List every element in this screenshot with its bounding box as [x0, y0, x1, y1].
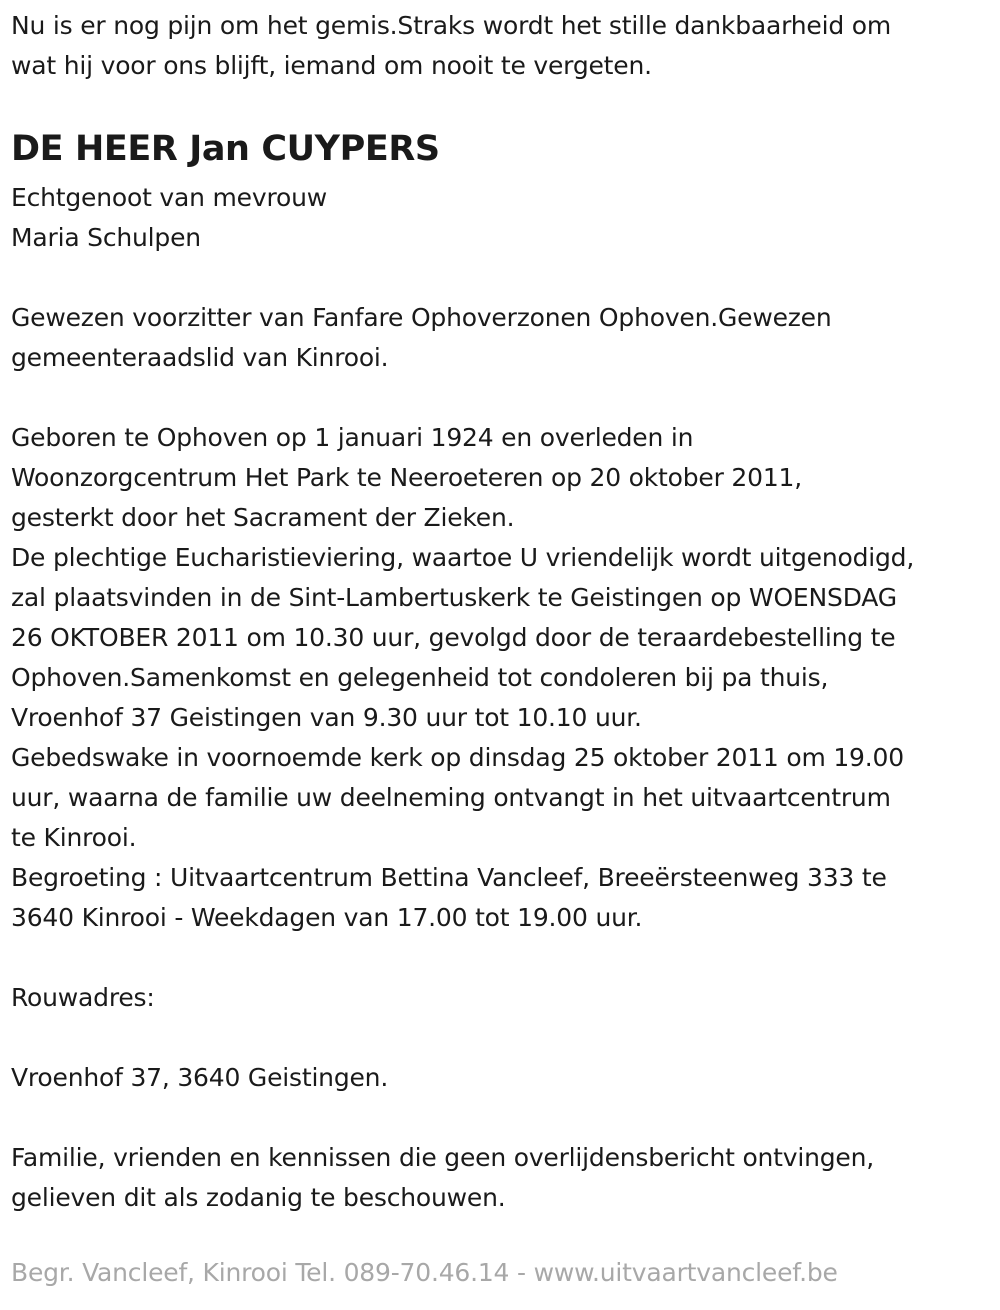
- details-line: Geboren te Ophoven op 1 januari 1924 en overleden in: [11, 423, 694, 452]
- details-line: Gebedswake in voornoemde kerk op dinsdag 25 oktober 2011 om 19.00: [11, 743, 904, 772]
- intro-quote: [11, 6, 991, 86]
- closing-block: [11, 1138, 991, 1218]
- intro-line: Nu is er nog pijn om het gemis.Straks wordt het stille dankbaarheid om: [11, 11, 891, 40]
- mourning-address-label: Rouwadres:: [11, 983, 155, 1012]
- deceased-name: DE HEER Jan CUYPERS: [11, 129, 440, 169]
- details-line: 3640 Kinrooi - Weekdagen van 17.00 tot 19.00 uur.: [11, 903, 643, 932]
- closing-line: Familie, vrienden en kennissen die geen overlijdensbericht ontvingen,: [11, 1143, 875, 1172]
- details-line: uur, waarna de familie uw deelneming ontvangt in het uitvaartcentrum: [11, 783, 891, 812]
- spouse-line: Echtgenoot van mevrouw: [11, 183, 327, 212]
- spouse-line: Maria Schulpen: [11, 223, 201, 252]
- spacer: [11, 378, 991, 418]
- details-line: gesterkt door het Sacrament der Zieken.: [11, 503, 515, 532]
- functions-block: [11, 298, 991, 378]
- details-line: De plechtige Eucharistieviering, waartoe U vriendelijk wordt uitgenodigd,: [11, 543, 915, 572]
- obituary-document: [11, 6, 991, 1218]
- details-line: Woonzorgcentrum Het Park te Neeroeteren op 20 oktober 2011,: [11, 463, 802, 492]
- mourning-address: Vroenhof 37, 3640 Geistingen.: [11, 1063, 389, 1092]
- spacer: [11, 258, 991, 298]
- spacer: [11, 1018, 991, 1058]
- details-line: Ophoven.Samenkomst en gelegenheid tot condoleren bij pa thuis,: [11, 663, 829, 692]
- details-block: [11, 418, 991, 938]
- details-line: zal plaatsvinden in de Sint-Lambertuskerk te Geistingen op WOENSDAG: [11, 583, 897, 612]
- spacer: [11, 1098, 991, 1138]
- funeral-home-footer: Begr. Vancleef, Kinrooi Tel. 089-70.46.14 - www.uitvaartvancleef.be: [11, 1258, 838, 1287]
- spacer: [11, 938, 991, 978]
- details-line: te Kinrooi.: [11, 823, 137, 852]
- closing-line: gelieven dit als zodanig te beschouwen.: [11, 1183, 506, 1212]
- details-line: Begroeting : Uitvaartcentrum Bettina Vancleef, Breeërsteenweg 333 te: [11, 863, 887, 892]
- spouse-block: [11, 178, 991, 258]
- functions-line: gemeenteraadslid van Kinrooi.: [11, 343, 389, 372]
- details-line: Vroenhof 37 Geistingen van 9.30 uur tot 10.10 uur.: [11, 703, 642, 732]
- details-line: 26 OKTOBER 2011 om 10.30 uur, gevolgd door de teraardebestelling te: [11, 623, 896, 652]
- functions-line: Gewezen voorzitter van Fanfare Ophoverzonen Ophoven.Gewezen: [11, 303, 832, 332]
- intro-line: wat hij voor ons blijft, iemand om nooit te vergeten.: [11, 51, 652, 80]
